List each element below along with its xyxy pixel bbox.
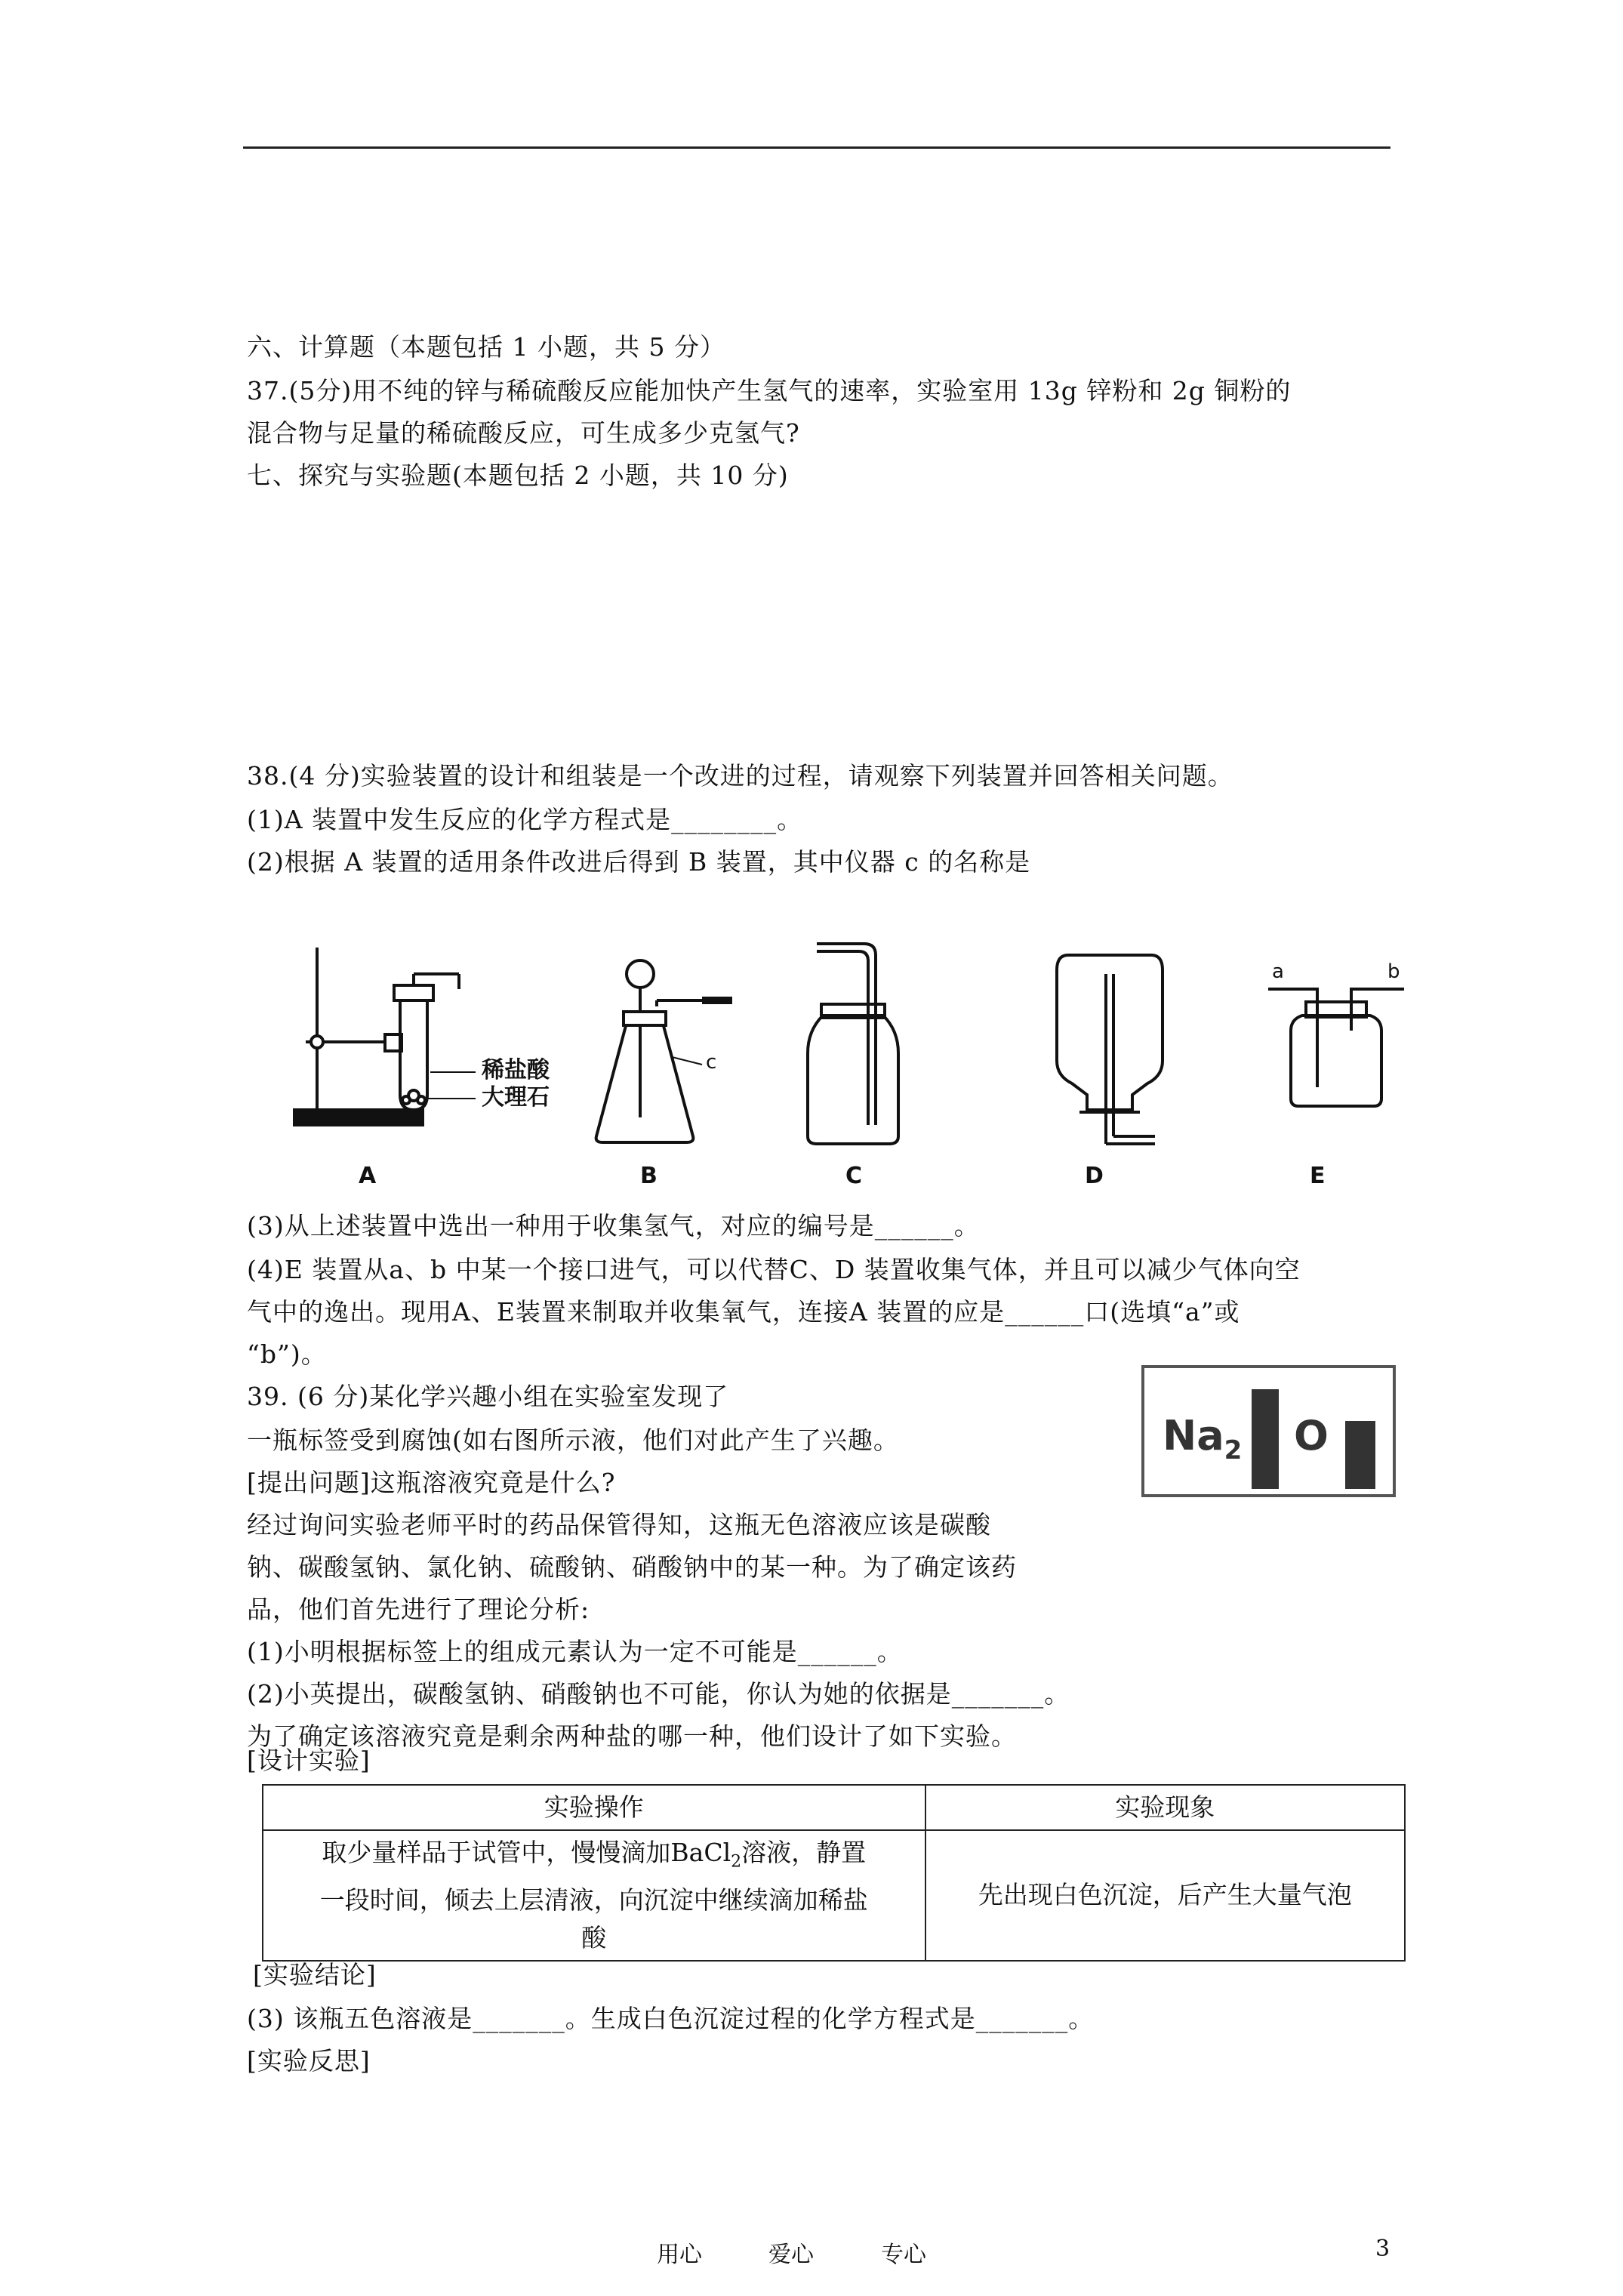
q37-line2: 混合物与足量的稀硫酸反应，可生成多少克氢气? [247, 418, 800, 448]
label-c: c [706, 1051, 717, 1074]
q39-line7: (1)小明根据标签上的组成元素认为一定不可能是______。 [247, 1637, 903, 1666]
cell-operation: 取少量样品于试管中，慢慢滴加BaCl$_2$溶液，静置 一段时间，倾去上层清液，向沉淀中继续滴加稀盐 酸 [263, 1830, 925, 1961]
label-C: C [845, 1163, 863, 1189]
label-B: B [640, 1163, 658, 1189]
label-a: a [1272, 960, 1284, 983]
table-row [263, 1830, 1405, 1961]
q39-conclusion: [实验结论] [253, 1960, 377, 1989]
label-o: O [1294, 1412, 1329, 1459]
label-D: D [1085, 1163, 1104, 1189]
corrosion-bar-2 [1345, 1421, 1375, 1489]
section7-title: 七、探究与实验题(本题包括 2 小题，共 10 分) [247, 461, 789, 490]
q39-part3: (3) 该瓶五色溶液是_______。生成白色沉淀过程的化学方程式是_______。 [247, 2004, 1095, 2033]
q39-line3: [提出问题]这瓶溶液究竟是什么? [247, 1468, 616, 1497]
q38-line1: 38.(4 分)实验装置的设计和组装是一个改进的过程，请观察下列装置并回答相关问题。 [247, 761, 1233, 791]
page-number: 3 [1375, 2236, 1390, 2262]
q38-part1: (1)A 装置中发生反应的化学方程式是________。 [247, 805, 803, 834]
footer-word-1: 用心 [657, 2242, 702, 2268]
q38-part4-line1: (4)E 装置从a、b 中某一个接口进气，可以代替C、D 装置收集气体，并且可以减少气体向空 [247, 1255, 1301, 1284]
q39-line2: 一瓶标签受到腐蚀(如右图所示液，他们对此产生了兴趣。 [247, 1425, 899, 1455]
q39-line9: 为了确定该溶液究竟是剩余两种盐的哪一种，他们设计了如下实验。 [247, 1721, 1017, 1751]
q38-part4-line2: 气中的逸出。现用A、E装置来制取并收集氧气，连接A 装置的应是______口(选填“a”或 [247, 1297, 1240, 1327]
label-A: A [359, 1163, 377, 1189]
label-marble: 大理石 [482, 1084, 550, 1111]
footer-word-3: 专心 [881, 2242, 926, 2268]
q39-line5: 钠、碳酸氢钠、氯化钠、硫酸钠、硝酸钠中的某一种。为了确定该药 [247, 1552, 1017, 1582]
experiment-table [262, 1784, 1406, 1962]
q38-part2: (2)根据 A 装置的适用条件改进后得到 B 装置，其中仪器 c 的名称是 [247, 847, 1031, 877]
corrosion-bar-1 [1252, 1389, 1279, 1489]
footer-word-2: 爱心 [768, 2242, 814, 2268]
q39-line8: (2)小英提出，碳酸氢钠、硝酸钠也不可能，你认为她的依据是_______。 [247, 1679, 1070, 1709]
q39-reflection: [实验反思] [247, 2046, 371, 2076]
section6-title: 六、计算题（本题包括 1 小题，共 5 分） [247, 332, 725, 362]
q38-part3: (3)从上述装置中选出一种用于收集氢气，对应的编号是______。 [247, 1211, 980, 1240]
apparatus-figure [279, 917, 1400, 1197]
header-rule [243, 146, 1390, 149]
header-operation: 实验操作 [263, 1785, 925, 1830]
label-dilute-hcl: 稀盐酸 [482, 1057, 550, 1083]
label-b: b [1387, 960, 1400, 983]
q39-line1: 39. (6 分)某化学兴趣小组在实验室发现了 [247, 1382, 729, 1411]
q37-line1: 37.(5分)用不纯的锌与稀硫酸反应能加快产生氢气的速率，实验室用 13g 锌粉和 2g 铜粉的 [247, 376, 1292, 405]
q39-line6: 品，他们首先进行了理论分析: [247, 1595, 590, 1624]
label-na: $Na_2$ [1163, 1412, 1243, 1465]
corroded-label-image [1141, 1365, 1396, 1497]
label-E: E [1310, 1163, 1326, 1189]
cell-phenomenon: 先出现白色沉淀，后产生大量气泡 [925, 1830, 1405, 1961]
table-header-row [263, 1785, 1405, 1830]
q39-design: [设计实验] [247, 1746, 371, 1775]
q39-line4: 经过询问实验老师平时的药品保管得知，这瓶无色溶液应该是碳酸 [247, 1510, 991, 1539]
header-phenomenon: 实验现象 [925, 1785, 1405, 1830]
q38-part4-line3: “b”)。 [247, 1339, 327, 1369]
